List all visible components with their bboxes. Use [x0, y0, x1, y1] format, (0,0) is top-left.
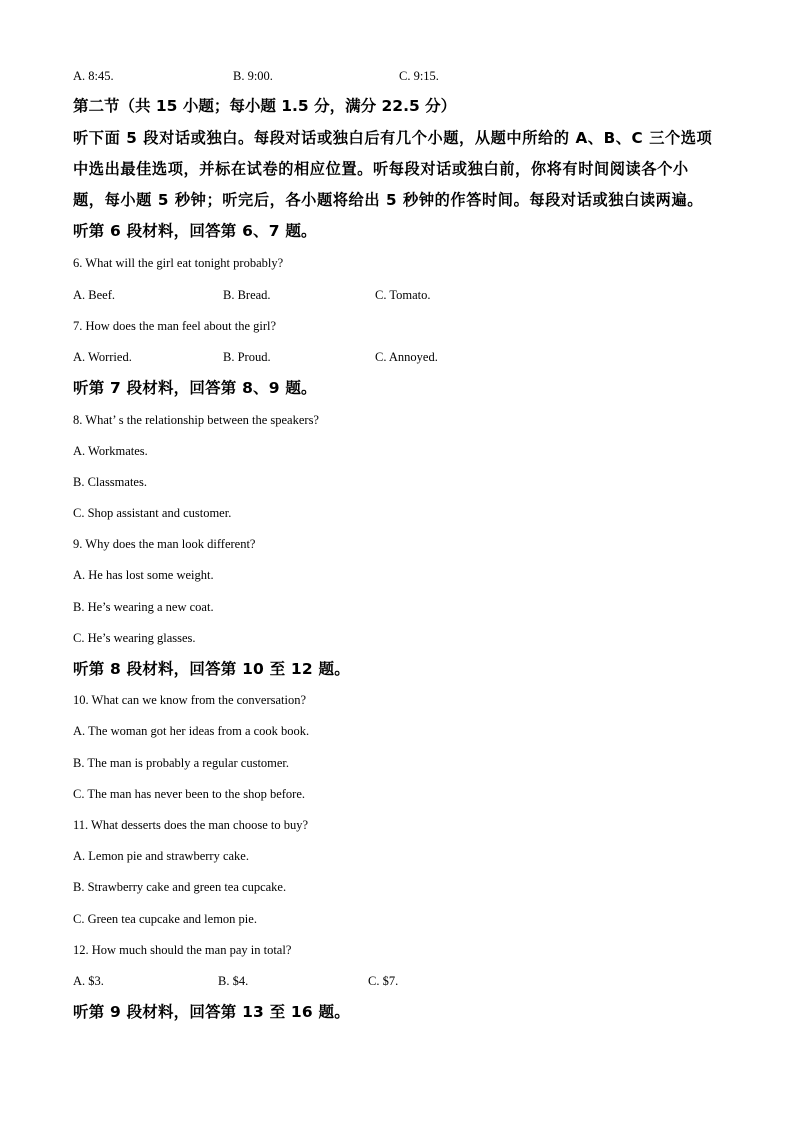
segment-6-heading: 听第 6 段材料，回答第 6、7 题。	[73, 222, 317, 240]
section2-heading: 第二节（共 15 小题；每小题 1.5 分，满分 22.5 分）	[73, 97, 457, 115]
q6-option-c: C. Tomato.	[375, 288, 431, 302]
q9-option-a: A. He has lost some weight.	[73, 568, 214, 582]
q9-option-b: B. He’s wearing a new coat.	[73, 600, 214, 614]
q7-question: 7. How does the man feel about the girl?	[73, 319, 277, 333]
q12-option-a: A. $3.	[73, 974, 104, 988]
instructions-line-3: 题，每小题 5 秒钟；听完后，各小题将给出 5 秒钟的作答时间。每段对话或独白读两遍。	[73, 191, 704, 209]
q9-option-c: C. He’s wearing glasses.	[73, 631, 196, 645]
q6-option-b: B. Bread.	[223, 288, 271, 302]
q9-question: 9. Why does the man look different?	[73, 537, 256, 551]
q8-option-b: B. Classmates.	[73, 475, 147, 489]
q5-option-a: A. 8:45.	[73, 69, 114, 83]
q10-option-b: B. The man is probably a regular customer.	[73, 756, 290, 770]
q12-option-c: C. $7.	[368, 974, 399, 988]
q10-question: 10. What can we know from the conversation?	[73, 693, 307, 707]
q10-option-c: C. The man has never been to the shop before.	[73, 787, 305, 801]
q12-question: 12. How much should the man pay in total?	[73, 943, 292, 957]
q11-option-b: B. Strawberry cake and green tea cupcake.	[73, 880, 287, 894]
instructions-line-1: 听下面 5 段对话或独白。每段对话或独白后有几个小题，从题中所给的 A、B、C 三个选项	[73, 129, 713, 147]
q12-option-b: B. $4.	[218, 974, 249, 988]
q10-option-a: A. The woman got her ideas from a cook book.	[73, 724, 310, 738]
q6-option-a: A. Beef.	[73, 288, 115, 302]
q11-option-c: C. Green tea cupcake and lemon pie.	[73, 912, 257, 926]
segment-9-heading: 听第 9 段材料，回答第 13 至 16 题。	[73, 1003, 350, 1021]
instructions-line-2: 中选出最佳选项，并标在试卷的相应位置。听每段对话或独白前，你将有时间阅读各个小	[73, 160, 689, 178]
q7-option-a: A. Worried.	[73, 350, 132, 364]
q5-option-c: C. 9:15.	[399, 69, 439, 83]
q8-option-c: C. Shop assistant and customer.	[73, 506, 232, 520]
q5-option-b: B. 9:00.	[233, 69, 273, 83]
q7-option-c: C. Annoyed.	[375, 350, 438, 364]
q6-question: 6. What will the girl eat tonight probably?	[73, 256, 284, 270]
q7-option-b: B. Proud.	[223, 350, 271, 364]
q11-option-a: A. Lemon pie and strawberry cake.	[73, 849, 249, 863]
segment-7-heading: 听第 7 段材料，回答第 8、9 题。	[73, 379, 317, 397]
q11-question: 11. What desserts does the man choose to buy?	[73, 818, 309, 832]
q8-option-a: A. Workmates.	[73, 444, 148, 458]
segment-8-heading: 听第 8 段材料，回答第 10 至 12 题。	[73, 660, 350, 678]
q8-question: 8. What’ s the relationship between the speakers?	[73, 413, 319, 427]
